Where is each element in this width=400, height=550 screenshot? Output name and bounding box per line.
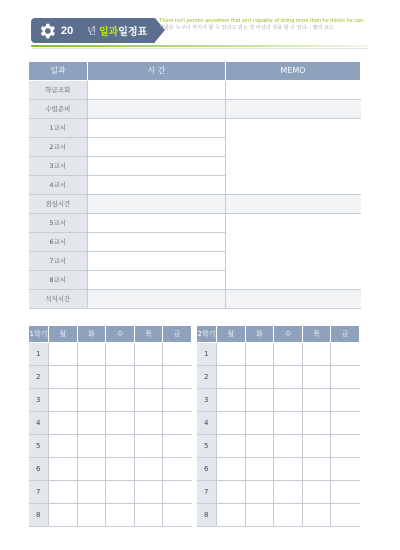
timetable-cell[interactable]: [217, 480, 246, 503]
timetable-cell[interactable]: [331, 388, 360, 411]
timetable-cell[interactable]: [245, 365, 274, 388]
timetable-cell[interactable]: [302, 411, 331, 434]
row-label: 학급조회: [29, 80, 88, 99]
table-row: [197, 480, 360, 503]
timetable-cell[interactable]: [106, 457, 135, 480]
period-number: 4: [197, 411, 217, 434]
period-number: 1: [29, 342, 49, 365]
timetable-cell[interactable]: [163, 457, 192, 480]
timetable-cell[interactable]: [217, 434, 246, 457]
memo-cell-morning[interactable]: [226, 118, 361, 194]
col-semester: 2학기: [197, 326, 217, 342]
row-label: 점심시간: [29, 194, 88, 213]
period-number: 2: [29, 365, 49, 388]
quote-english: There isn't person anywhere that isn't capable of doing more than he thinks he can.: [159, 18, 365, 24]
memo-cell[interactable]: [226, 289, 361, 308]
timetable-cell[interactable]: [106, 365, 135, 388]
col-thu: 목: [302, 326, 331, 342]
timetable-cell[interactable]: [217, 365, 246, 388]
timetable-cell[interactable]: [163, 480, 192, 503]
timetable-cell[interactable]: [274, 457, 303, 480]
period-number: 3: [29, 388, 49, 411]
time-cell[interactable]: [88, 137, 226, 156]
period-number: 8: [29, 503, 49, 526]
period-number: 5: [29, 434, 49, 457]
daily-header-row: [29, 62, 361, 80]
memo-cell[interactable]: [226, 194, 361, 213]
timetable-cell[interactable]: [77, 457, 106, 480]
time-cell[interactable]: [88, 156, 226, 175]
timetable-cell[interactable]: [217, 342, 246, 365]
timetable-cell[interactable]: [134, 434, 163, 457]
timetable-cell[interactable]: [106, 411, 135, 434]
timetable-cell[interactable]: [49, 342, 78, 365]
semester2-timetable: [196, 326, 360, 527]
period-number: 2: [197, 365, 217, 388]
timetable-cell[interactable]: [331, 411, 360, 434]
timetable-cell[interactable]: [163, 434, 192, 457]
table-row: [29, 80, 361, 99]
year-suffix: 년: [87, 27, 96, 37]
timetable-cell[interactable]: [274, 388, 303, 411]
timetable-cell[interactable]: [217, 388, 246, 411]
timetable-cell[interactable]: [302, 457, 331, 480]
timetable-cell[interactable]: [134, 388, 163, 411]
timetable-cell[interactable]: [302, 480, 331, 503]
timetable-cell[interactable]: [245, 388, 274, 411]
timetable-cell[interactable]: [331, 457, 360, 480]
timetable-cell[interactable]: [77, 411, 106, 434]
period-number: 4: [29, 411, 49, 434]
period-number: 7: [29, 480, 49, 503]
time-cell[interactable]: [88, 194, 226, 213]
table-row: [29, 457, 192, 480]
timetable-cell[interactable]: [134, 503, 163, 526]
timetable-cell[interactable]: [49, 411, 78, 434]
period-number: 6: [197, 457, 217, 480]
col-semester: 1학기: [29, 326, 49, 342]
timetable-cell[interactable]: [331, 434, 360, 457]
header-divider-thin: [31, 48, 368, 49]
timetable-cell[interactable]: [274, 365, 303, 388]
timetable-cell[interactable]: [331, 342, 360, 365]
timetable-cell[interactable]: [245, 342, 274, 365]
row-label: 7교시: [29, 251, 88, 270]
table-row: [197, 434, 360, 457]
row-label: 4교시: [29, 175, 88, 194]
period-number: 1: [197, 342, 217, 365]
timetable-cell[interactable]: [302, 388, 331, 411]
table-row: [29, 213, 361, 232]
time-cell[interactable]: [88, 251, 226, 270]
period-number: 3: [197, 388, 217, 411]
timetable-cell[interactable]: [77, 342, 106, 365]
table-row: [197, 342, 360, 365]
timetable-cell[interactable]: [245, 480, 274, 503]
timetable-cell[interactable]: [77, 434, 106, 457]
col-activity: 일과: [29, 62, 88, 80]
page-header: [31, 18, 366, 43]
timetable-cell[interactable]: [331, 365, 360, 388]
table-row: [29, 388, 192, 411]
timetable-cell[interactable]: [245, 503, 274, 526]
table-row: [197, 365, 360, 388]
timetable-cell[interactable]: [245, 434, 274, 457]
table-row: [29, 480, 192, 503]
col-time: 시 간: [88, 62, 226, 80]
time-cell[interactable]: [88, 232, 226, 251]
timetable-cell[interactable]: [245, 457, 274, 480]
period-number: 6: [29, 457, 49, 480]
period-number: 5: [197, 434, 217, 457]
memo-cell[interactable]: [226, 99, 361, 118]
timetable-cell[interactable]: [302, 342, 331, 365]
daily-schedule-table: [28, 62, 361, 309]
time-cell[interactable]: [88, 99, 226, 118]
quote-block: [159, 18, 366, 32]
col-mon: 월: [217, 326, 246, 342]
semester1-timetable: [28, 326, 192, 527]
semester2-header-row: [197, 326, 360, 342]
timetable-cell[interactable]: [331, 503, 360, 526]
period-number: 8: [197, 503, 217, 526]
time-cell[interactable]: [88, 270, 226, 289]
memo-cell-afternoon[interactable]: [226, 213, 361, 289]
title-banner: [31, 18, 155, 43]
timetable-cell[interactable]: [331, 480, 360, 503]
time-cell[interactable]: [88, 80, 226, 99]
timetable-cell[interactable]: [49, 457, 78, 480]
table-row: [197, 457, 360, 480]
timetable-cell[interactable]: [163, 365, 192, 388]
timetable-cell[interactable]: [49, 388, 78, 411]
title-part2: 일정표: [118, 27, 148, 38]
row-label: 3교시: [29, 156, 88, 175]
row-label: 석식시간: [29, 289, 88, 308]
col-mon: 월: [49, 326, 78, 342]
row-label: 5교시: [29, 213, 88, 232]
row-label: 1교시: [29, 118, 88, 137]
table-row: [197, 503, 360, 526]
table-row: [197, 388, 360, 411]
timetable-cell[interactable]: [106, 480, 135, 503]
col-tue: 화: [245, 326, 274, 342]
gear-icon: [37, 21, 57, 41]
semester1-header-row: [29, 326, 192, 342]
timetable-cell[interactable]: [163, 342, 192, 365]
timetable-cell[interactable]: [274, 503, 303, 526]
col-thu: 목: [134, 326, 163, 342]
table-row: [29, 503, 192, 526]
timetable-cell[interactable]: [274, 480, 303, 503]
table-row: [29, 194, 361, 213]
col-fri: 금: [163, 326, 192, 342]
timetable-cell[interactable]: [77, 503, 106, 526]
timetable-cell[interactable]: [77, 365, 106, 388]
memo-cell[interactable]: [226, 80, 361, 99]
col-wed: 수: [106, 326, 135, 342]
row-label: 수업준비: [29, 99, 88, 118]
timetable-cell[interactable]: [163, 411, 192, 434]
col-fri: 금: [331, 326, 360, 342]
row-label: 8교시: [29, 270, 88, 289]
timetable-cell[interactable]: [106, 503, 135, 526]
timetable-cell[interactable]: [302, 434, 331, 457]
timetable-cell[interactable]: [77, 480, 106, 503]
col-tue: 화: [77, 326, 106, 342]
table-row: [29, 289, 361, 308]
table-row: [29, 118, 361, 137]
table-row: [29, 411, 192, 434]
time-cell[interactable]: [88, 289, 226, 308]
timetable-cell[interactable]: [163, 503, 192, 526]
row-label: 2교시: [29, 137, 88, 156]
table-row: [197, 411, 360, 434]
timetable-cell[interactable]: [274, 434, 303, 457]
timetable-cell[interactable]: [134, 365, 163, 388]
timetable-cell[interactable]: [49, 480, 78, 503]
time-cell[interactable]: [88, 118, 226, 137]
timetable-cell[interactable]: [245, 411, 274, 434]
col-wed: 수: [274, 326, 303, 342]
timetable-cell[interactable]: [134, 480, 163, 503]
table-row: [29, 342, 192, 365]
timetable-cell[interactable]: [302, 365, 331, 388]
title-part1: 일과: [98, 27, 119, 38]
timetable-cell[interactable]: [49, 503, 78, 526]
timetable-cell[interactable]: [49, 434, 78, 457]
timetable-cell[interactable]: [134, 457, 163, 480]
timetable-cell[interactable]: [217, 411, 246, 434]
quote-korean: 사람은 누구나 자기가 할 수 있다고 믿는 것 이상의 것을 할 수 있다. - 헨리 포드: [159, 24, 335, 31]
timetable-cell[interactable]: [274, 411, 303, 434]
timetable-cell[interactable]: [106, 342, 135, 365]
col-memo: MEMO: [226, 62, 361, 80]
timetable-cell[interactable]: [106, 434, 135, 457]
timetable-cell[interactable]: [77, 388, 106, 411]
time-cell[interactable]: [88, 175, 226, 194]
table-row: [29, 365, 192, 388]
timetable-cell[interactable]: [274, 342, 303, 365]
timetable-cell[interactable]: [49, 365, 78, 388]
row-label: 6교시: [29, 232, 88, 251]
table-row: [29, 434, 192, 457]
year-field: 20: [61, 24, 74, 37]
header-divider: [31, 45, 368, 47]
time-cell[interactable]: [88, 213, 226, 232]
timetable-cell[interactable]: [134, 342, 163, 365]
timetable-cell[interactable]: [106, 388, 135, 411]
table-row: [29, 99, 361, 118]
period-number: 7: [197, 480, 217, 503]
timetable-cell[interactable]: [134, 411, 163, 434]
timetable-cell[interactable]: [163, 388, 192, 411]
timetable-cell[interactable]: [217, 457, 246, 480]
timetable-cell[interactable]: [217, 503, 246, 526]
timetable-cell[interactable]: [302, 503, 331, 526]
